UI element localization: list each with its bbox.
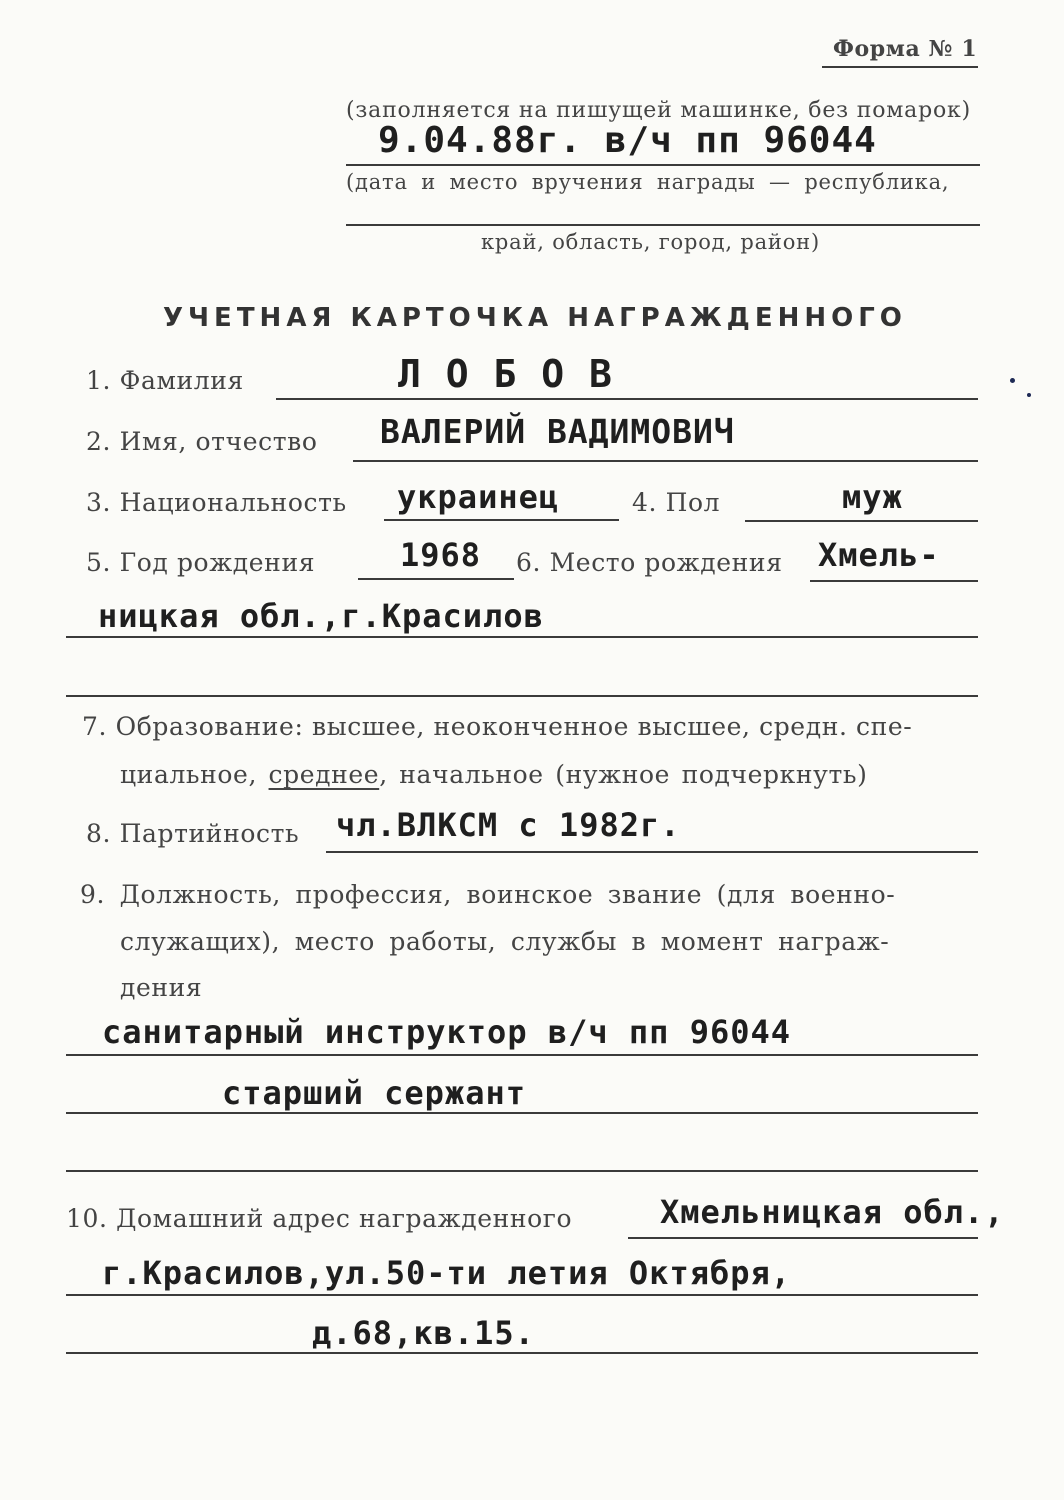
award-caption-line2: край, область, город, район)	[481, 230, 820, 254]
award-date-line	[346, 164, 980, 166]
address-line1	[628, 1237, 978, 1239]
form-number: Форма № 1	[833, 36, 978, 62]
birth-year-value: 1968	[400, 536, 482, 574]
education-options-before: циальное,	[120, 760, 257, 789]
education-line1	[82, 712, 912, 741]
surname-label: 1. Фамилия	[86, 366, 244, 395]
birth-place-label: 6. Место рождения	[516, 548, 783, 577]
address-value-line1: Хмельницкая обл.,	[660, 1193, 1005, 1231]
address-label: 10. Домашний адрес награжденного	[66, 1204, 573, 1233]
birth-place-line	[810, 580, 978, 582]
sex-line	[745, 520, 978, 522]
position-value-line2: старший сержант	[222, 1074, 526, 1112]
nationality-line	[384, 519, 619, 521]
party-label: 8. Партийность	[86, 819, 300, 848]
sex-value: муж	[842, 478, 903, 516]
typewriter-instruction: (заполняется на пишущей машинке, без помарок)	[346, 98, 971, 123]
address-value-line2: г.Красилов,ул.50-ти летия Октября,	[102, 1254, 792, 1292]
sex-label: 4. Пол	[632, 488, 721, 517]
address-line3	[66, 1352, 978, 1354]
surname-line	[276, 398, 978, 400]
award-date-place: 9.04.88г. в/ч пп 96044	[378, 120, 877, 161]
award-caption-rule	[346, 224, 980, 226]
position-line1	[66, 1054, 978, 1056]
nationality-label: 3. Национальность	[86, 488, 347, 517]
name-value: ВАЛЕРИЙ ВАДИМОВИЧ	[380, 412, 735, 451]
form-number-underline	[822, 66, 978, 68]
position-label-line1: 9. Должность, профессия, воинское звание (для военно-	[80, 880, 896, 909]
position-line2	[66, 1112, 978, 1114]
birth-year-label: 5. Год рождения	[86, 548, 316, 577]
position-label-line3: дения	[120, 973, 203, 1002]
party-value: чл.ВЛКСМ с 1982г.	[336, 806, 681, 844]
birth-place-line2	[66, 636, 978, 638]
party-line	[326, 851, 978, 853]
education-options-after: , начальное (нужное подчеркнуть)	[379, 760, 868, 789]
birth-place-value-part1: Хмель-	[818, 536, 940, 574]
award-caption-line1: (дата и место вручения награды — республика,	[346, 170, 950, 194]
name-line	[353, 460, 978, 462]
nationality-value: украинец	[397, 478, 560, 516]
birth-place-value-part2: ницкая обл.,г.Красилов	[98, 597, 544, 635]
address-value-line3: д.68,кв.15.	[312, 1314, 535, 1352]
address-line2	[66, 1294, 978, 1296]
ink-speck	[1010, 378, 1015, 383]
name-label: 2. Имя, отчество	[86, 427, 318, 456]
position-label-line2: служащих), место работы, службы в момент награж-	[120, 927, 890, 956]
surname-value: Л О Б О В	[398, 352, 613, 396]
education-options: высшее, неоконченное высшее, средн. спе-	[312, 712, 913, 741]
position-value-line1: санитарный инструктор в/ч пп 96044	[102, 1013, 792, 1051]
education-selected: среднее	[268, 760, 380, 789]
birth-year-line	[358, 578, 514, 580]
education-line2	[120, 760, 867, 789]
birth-place-line3	[66, 695, 978, 697]
position-line3	[66, 1170, 978, 1172]
ink-speck	[1027, 393, 1031, 397]
card-title: УЧЕТНАЯ КАРТОЧКА НАГРАЖДЕННОГО	[163, 303, 907, 333]
education-label: 7. Образование:	[82, 712, 304, 741]
